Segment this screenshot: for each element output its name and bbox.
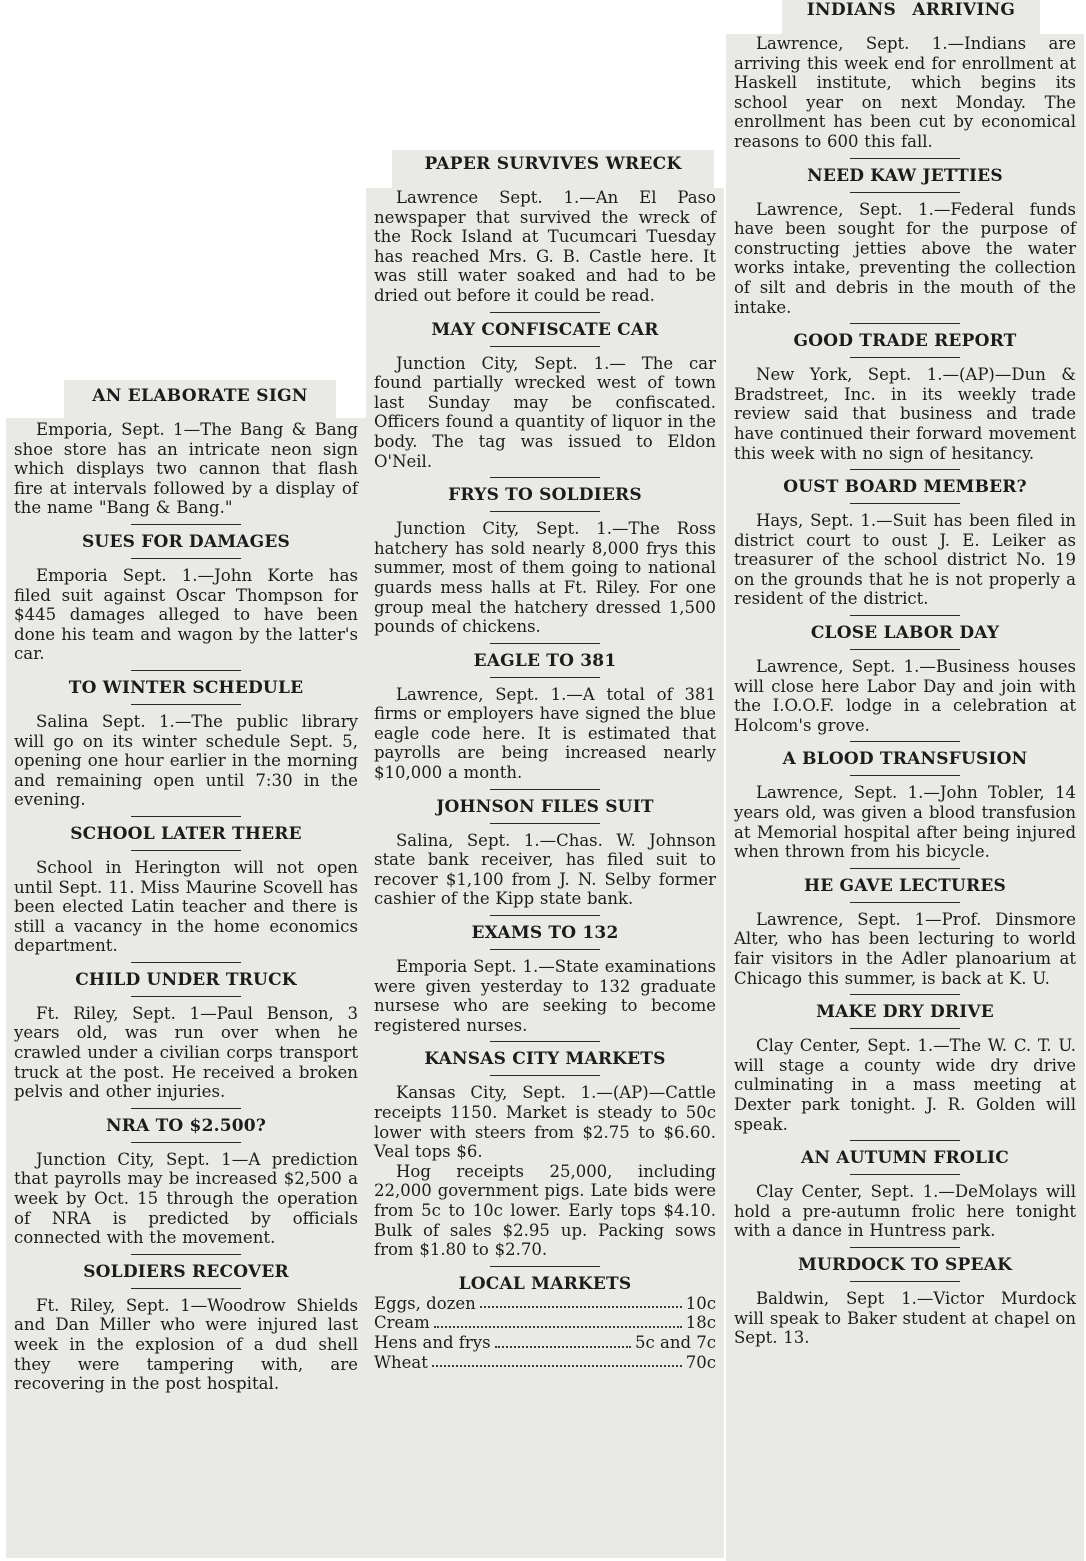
divider [490, 677, 600, 678]
divider [490, 643, 600, 644]
market-item: Wheat [374, 1352, 428, 1372]
news-story [374, 188, 716, 306]
story-body: Hays, Sept. 1.—Suit has been filed in district court to oust J. E. Leiker as treasurer of the school district No. 19 on the grounds that he is not properly a resident of the district. [734, 511, 1076, 609]
headline: NEED KAW JETTIES [807, 165, 1003, 186]
divider [131, 996, 241, 997]
headline: PAPER SURVIVES WRECK [424, 154, 682, 174]
divider [850, 741, 960, 742]
headline: SOLDIERS RECOVER [83, 1261, 289, 1282]
story-body: Emporia Sept. 1.—State examinations were given yesterday to 132 graduate nursese who are seeking to become registered nurses. [374, 957, 716, 1035]
divider [850, 994, 960, 995]
market-row [374, 1353, 716, 1373]
divider [490, 312, 600, 313]
story-body: Emporia, Sept. 1—The Bang & Bang shoe store has an intricate neon sign which displays two cannon that flash fire at intervals followed by a display of the name "Bang & Bang." [14, 420, 358, 518]
local-markets-table [374, 1266, 716, 1372]
newspaper-column-3 [726, 34, 1084, 1561]
divider [850, 1281, 960, 1282]
divider [850, 503, 960, 504]
news-story [14, 1254, 358, 1394]
column-3-lead-tab [782, 0, 1040, 36]
divider [490, 1075, 600, 1076]
headline: MAY CONFISCATE CAR [431, 319, 659, 340]
market-item: Eggs, dozen [374, 1293, 476, 1313]
news-story [374, 643, 716, 783]
news-story [734, 615, 1076, 735]
divider [850, 1140, 960, 1141]
story-body: Lawrence, Sept. 1.—Business houses will close here Labor Day and join with the I.O.O.F. lodge in a celebration at Holcom's grove. [734, 657, 1076, 735]
divider [490, 823, 600, 824]
news-story [734, 469, 1076, 609]
divider [850, 649, 960, 650]
divider [850, 1174, 960, 1175]
headline: AN AUTUMN FROLIC [800, 1148, 1010, 1169]
news-story [734, 1247, 1076, 1348]
divider [850, 1247, 960, 1248]
news-story [734, 994, 1076, 1134]
headline: MAKE DRY DRIVE [816, 1002, 994, 1023]
headline: GOOD TRADE REPORT [793, 331, 1017, 352]
news-story [14, 670, 358, 810]
market-price: 18c [685, 1313, 716, 1333]
divider [490, 1266, 600, 1267]
story-body: Salina, Sept. 1.—Chas. W. Johnson state bank receiver, has filed suit to recover $1,100 from J. N. Selby former cashier of the Kipp state bank. [374, 830, 716, 909]
headline: EAGLE TO 381 [473, 650, 617, 671]
story-body: Salina Sept. 1.—The public library will go on its winter schedule Sept. 5, opening one hour earlier in the morning and remaining open until 7:30 in the evening. [14, 711, 358, 810]
story-body: Junction City, Sept. 1.—The Ross hatchery has sold nearly 8,000 frys this summer, most of them going to national guards mess halls at Ft. Riley. For one group meal the hatchery dressed 1,500 pounds of chickens. [374, 519, 716, 637]
divider [850, 775, 960, 776]
story-body: Lawrence, Sept. 1.—A total of 381 firms or employers have signed the blue eagle code here. It is estimated that payrolls are being increased nearly $10,000 a month. [374, 684, 716, 783]
headline: NRA TO $2.500? [106, 1115, 266, 1136]
divider [131, 962, 241, 963]
news-story [374, 1041, 716, 1259]
divider [850, 192, 960, 193]
news-story [14, 524, 358, 664]
divider [490, 949, 600, 950]
divider [131, 524, 241, 525]
market-row [374, 1333, 716, 1353]
story-body: New York, Sept. 1.—(AP)—Dun & Bradstreet, Inc. in its weekly trade review said that business and trade have continued their forward movement this week with no sign of hesitancy. [734, 365, 1076, 463]
market-row [374, 1294, 716, 1314]
divider [850, 615, 960, 616]
headline: LOCAL MARKETS [458, 1273, 632, 1294]
divider [490, 789, 600, 790]
column-1-lead-tab [64, 380, 336, 420]
divider [850, 868, 960, 869]
story-body: Hog receipts 25,000, including 22,000 government pigs. Late bids were from 5c to 10c lower. Early tops $4.10. Bulk of sales $2.95 up. Packing sows from $1.80 to $2.70. [374, 1161, 716, 1260]
headline: AN ELABORATE SIGN [92, 386, 308, 406]
headline: EXAMS TO 132 [471, 923, 619, 944]
news-story [734, 1140, 1076, 1241]
headline: SUES FOR DAMAGES [81, 531, 291, 552]
divider [850, 357, 960, 358]
news-story [14, 816, 358, 956]
story-body: Lawrence, Sept. 1—Prof. Dinsmore Alter, who has been lecturing to world fair visitors in the Adler planoarium at Chicago this summer, is back at K. U. [734, 909, 1076, 988]
news-story [14, 420, 358, 518]
news-story [734, 158, 1076, 318]
story-body: Kansas City, Sept. 1.—(AP)—Cattle receipts 1150. Market is steady to 50c lower with steers from $2.75 to $6.60. Veal tops $6. [374, 1083, 716, 1162]
market-row [374, 1313, 716, 1333]
story-body: Junction City, Sept. 1—A prediction that payrolls may be increased $2,500 a week by Oct. 15 through the operation of NRA is predicted by officials connected with the movement. [14, 1149, 358, 1248]
story-body: Lawrence, Sept. 1.—John Tobler, 14 years old, was given a blood transfusion at Memorial hospital after being injured when thrown from his bicycle. [734, 783, 1076, 862]
divider [850, 469, 960, 470]
story-body: Emporia Sept. 1.—John Korte has filed suit against Oscar Thompson for $445 damages alleged to have been done his team and wagon by the latter's car. [14, 565, 358, 664]
headline: JOHNSON FILES SUIT [436, 796, 654, 817]
divider [131, 1108, 241, 1109]
story-body: Lawrence, Sept. 1.—Indians are arriving this week end for enrollment at Haskell institute, which begins its school year on next Monday. The enrollment has been cut by economical reasons to 600 this fall. [734, 34, 1076, 151]
divider [850, 1028, 960, 1029]
column-2-lead-tab [392, 150, 714, 190]
news-story [374, 477, 716, 637]
news-story [14, 1108, 358, 1248]
news-story [734, 741, 1076, 861]
headline: OUST BOARD MEMBER? [783, 477, 1027, 498]
story-body: Baldwin, Sept 1.—Victor Murdock will speak to Baker student at chapel on Sept. 13. [734, 1288, 1076, 1348]
news-story [14, 962, 358, 1102]
divider [131, 850, 241, 851]
divider [131, 1142, 241, 1143]
divider [131, 558, 241, 559]
news-story [374, 789, 716, 909]
divider [131, 704, 241, 705]
market-price: 70c [685, 1352, 716, 1372]
market-item: Hens and frys [374, 1332, 491, 1352]
headline: TO WINTER SCHEDULE [68, 677, 304, 698]
divider [131, 670, 241, 671]
news-story [734, 323, 1076, 463]
divider [850, 323, 960, 324]
story-body: Lawrence Sept. 1.—An El Paso newspaper that survived the wreck of the Rock Island at Tucumcari Tuesday has reached Mrs. G. B. Castle here. It was still water soaked and had to be dried out before it could be read. [374, 188, 716, 305]
divider [490, 1041, 600, 1042]
divider [850, 902, 960, 903]
headline: A BLOOD TRANSFUSION [782, 749, 1028, 770]
story-body: Lawrence, Sept. 1.—Federal funds have been sought for the purpose of constructing jetties above the water works intake, preventing the collection of silt and debris in the mouth of the intake. [734, 199, 1076, 317]
story-body: School in Herington will not open until Sept. 11. Miss Maurine Scovell has been elected Latin teacher and there is still a vacancy in the home economics department. [14, 857, 358, 956]
divider [490, 477, 600, 478]
headline: SCHOOL LATER THERE [70, 823, 302, 844]
dot-leader [480, 1294, 682, 1309]
dot-leader [495, 1333, 631, 1348]
market-price: 10c [685, 1293, 716, 1313]
news-story [734, 34, 1076, 152]
divider [131, 1288, 241, 1289]
divider [490, 511, 600, 512]
story-body: Clay Center, Sept. 1.—DeMolays will hold a pre-autumn frolic here tonight with a dance in Huntress park. [734, 1182, 1076, 1241]
story-body: Ft. Riley, Sept. 1—Paul Benson, 3 years old, was run over when he crawled under a civilian corps transport truck at the post. He received a broken pelvis and other injuries. [14, 1003, 358, 1102]
market-item: Cream [374, 1313, 430, 1333]
divider [490, 915, 600, 916]
headline: HE GAVE LECTURES [804, 875, 1006, 896]
headline: CLOSE LABOR DAY [810, 623, 1000, 644]
divider [131, 1254, 241, 1255]
news-story [734, 868, 1076, 988]
news-story [374, 312, 716, 472]
story-body: Clay Center, Sept. 1.—The W. C. T. U. will stage a county wide dry drive culminating in a mass meeting at Dexter park tonight. J. R. Golden will speak. [734, 1036, 1076, 1134]
newspaper-column-2 [366, 188, 724, 1558]
divider [490, 346, 600, 347]
newspaper-column-1 [6, 418, 366, 1558]
story-body: Ft. Riley, Sept. 1—Woodrow Shields and Dan Miller who were injured last week in the explosion of a dud shell they were tampering with, are recovering in the post hospital. [14, 1295, 358, 1394]
divider [850, 158, 960, 159]
headline: MURDOCK TO SPEAK [797, 1254, 1013, 1275]
dot-leader [434, 1313, 682, 1328]
divider [131, 816, 241, 817]
headline: FRYS TO SOLDIERS [448, 485, 642, 506]
market-price: 5c and 7c [635, 1332, 716, 1352]
headline: KANSAS CITY MARKETS [424, 1049, 666, 1070]
news-story [374, 915, 716, 1035]
headline: INDIANS ARRIVING [806, 0, 1016, 20]
story-body: Junction City, Sept. 1.— The car found partially wrecked west of town last Sunday may be confiscated. Officers found a quantity of liquor in the body. The tag was issued to Eldon O'Neil. [374, 353, 716, 471]
dot-leader [432, 1353, 682, 1368]
headline: CHILD UNDER TRUCK [75, 969, 297, 990]
